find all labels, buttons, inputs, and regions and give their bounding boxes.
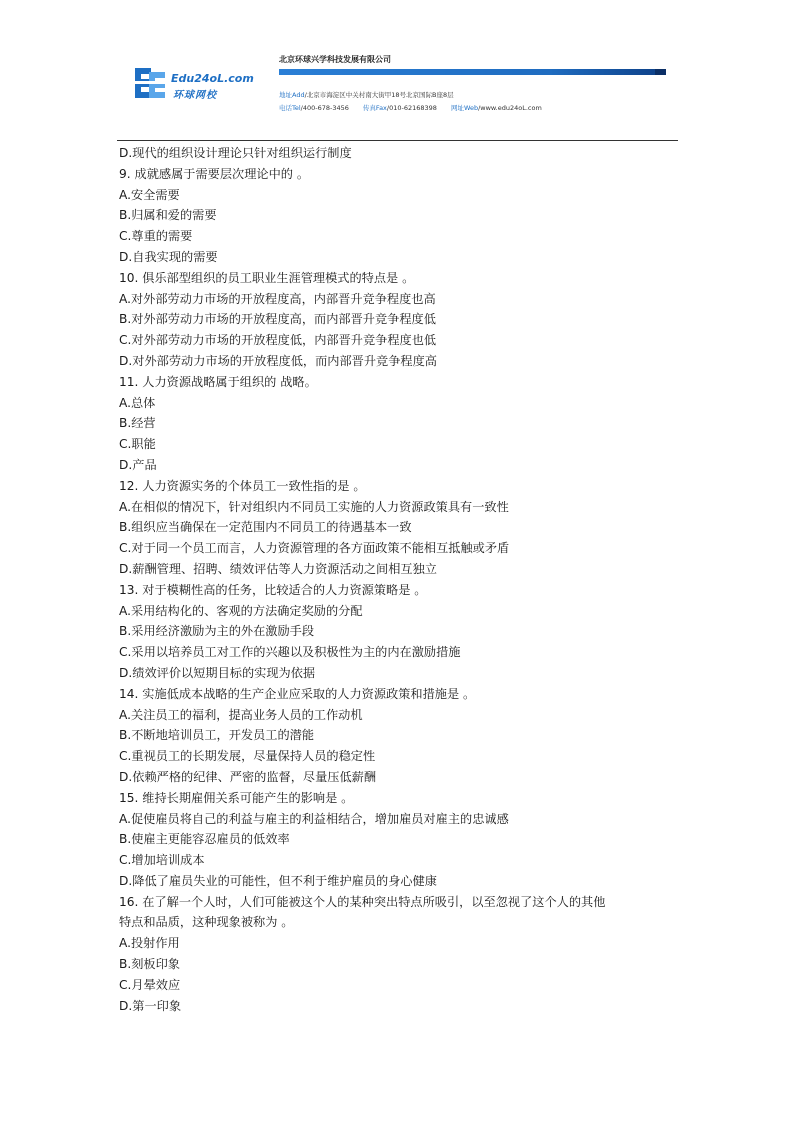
option-line: C.职能 (119, 437, 156, 452)
question-line: 9. 成就感属于需要层次理论中的 。 (119, 166, 310, 181)
logo (133, 64, 254, 102)
edu24ol-logo-icon (133, 64, 169, 102)
option-line: D.降低了雇员失业的可能性，但不利于维护雇员的身心健康 (119, 873, 437, 888)
logo-text-cn: 环球网校 (173, 90, 217, 101)
option-line: B.刻板印象 (119, 957, 180, 972)
fax-value: /010-62168398 (386, 104, 437, 112)
option-line: D.绩效评价以短期目标的实现为依据 (119, 665, 316, 680)
document-body (119, 143, 684, 1016)
question-line: 14. 实施低成本战略的生产企业应采取的人力资源政策和措施是 。 (119, 686, 476, 701)
question-line-continued: 特点和品质，这种现象被称为 。 (119, 915, 294, 930)
option-line: C.采用以培养员工对工作的兴趣以及积极性为主的内在激励措施 (119, 645, 461, 660)
question-line: 10. 俱乐部型组织的员工职业生涯管理模式的特点是 。 (119, 270, 415, 285)
option-line: B.不断地培训员工，开发员工的潜能 (119, 728, 315, 743)
header-bar-end (655, 69, 666, 75)
text-line: D.现代的组织设计理论只针对组织运行制度 (119, 146, 352, 160)
option-line: C.尊重的需要 (119, 229, 193, 244)
option-line: B.使雇主更能容忍雇员的低效率 (119, 832, 290, 847)
option-line: D.自我实现的需要 (119, 249, 218, 264)
option-line: C.对外部劳动力市场的开放程度低，内部晋升竞争程度也低 (119, 333, 437, 348)
question-line: 12. 人力资源实务的个体员工一致性指的是 。 (119, 478, 366, 493)
option-line: D.依赖严格的纪律、严密的监督，尽量压低薪酬 (119, 769, 377, 784)
address-label: 地址Add (279, 91, 305, 99)
option-line: D.对外部劳动力市场的开放程度低，而内部晋升竞争程度高 (119, 353, 437, 368)
fax-label: 传真Fax (362, 104, 387, 112)
option-line: A.关注员工的福利，提高业务人员的工作动机 (119, 707, 363, 722)
option-line: A.投射作用 (119, 936, 180, 951)
contact-line (279, 103, 542, 112)
option-line: B.组织应当确保在一定范围内不同员工的待遇基本一致 (119, 520, 412, 535)
option-line: C.对于同一个员工而言，人力资源管理的各方面政策不能相互抵触或矛盾 (119, 541, 510, 556)
option-line: D.产品 (119, 457, 157, 472)
address-value: /北京市海淀区中关村南大街甲18号北京国际B座8层 (304, 91, 454, 99)
option-line: B.采用经济激励为主的外在激励手段 (119, 624, 315, 639)
question-line: 13. 对于模糊性高的任务，比较适合的人力资源策略是 。 (119, 582, 427, 597)
option-line: A.总体 (119, 395, 156, 410)
option-line: B.归属和爱的需要 (119, 208, 217, 223)
option-line: A.采用结构化的、客观的方法确定奖励的分配 (119, 603, 363, 618)
logo-text-en: Edu24oL.com (171, 72, 254, 85)
option-line: C.月晕效应 (119, 977, 181, 992)
web-label: 网址Web (450, 104, 479, 112)
option-line: A.安全需要 (119, 187, 180, 202)
header-rule (117, 140, 678, 141)
question-line: 11. 人力资源战略属于组织的 战略。 (119, 374, 317, 389)
tel-label: 电话Tel (279, 104, 301, 112)
header-bar (279, 69, 666, 75)
option-line: A.在相似的情况下，针对组织内不同员工实施的人力资源政策具有一致性 (119, 499, 509, 514)
address-line (279, 90, 454, 99)
option-line: B.对外部劳动力市场的开放程度高，而内部晋升竞争程度低 (119, 312, 436, 327)
question-line: 16. 在了解一个人时，人们可能被这个人的某种突出特点所吸引，以至忽视了这个人的其他 (119, 894, 606, 909)
tel-value: /400-678-3456 (300, 104, 349, 112)
option-line: C.重视员工的长期发展，尽量保持人员的稳定性 (119, 749, 376, 764)
question-line: 15. 维持长期雇佣关系可能产生的影响是 。 (119, 790, 354, 805)
option-line: B.经营 (119, 416, 156, 431)
option-line: D.薪酬管理、招聘、绩效评估等人力资源活动之间相互独立 (119, 561, 437, 576)
company-name: 北京环球兴学科技发展有限公司 (279, 55, 391, 64)
web-value: /www.edu24oL.com (478, 104, 542, 112)
option-line: D.第一印象 (119, 998, 182, 1013)
option-line: A.对外部劳动力市场的开放程度高，内部晋升竞争程度也高 (119, 291, 436, 306)
option-line: C.增加培训成本 (119, 853, 205, 868)
option-line: A.促使雇员将自己的利益与雇主的利益相结合，增加雇员对雇主的忠诚感 (119, 811, 509, 826)
